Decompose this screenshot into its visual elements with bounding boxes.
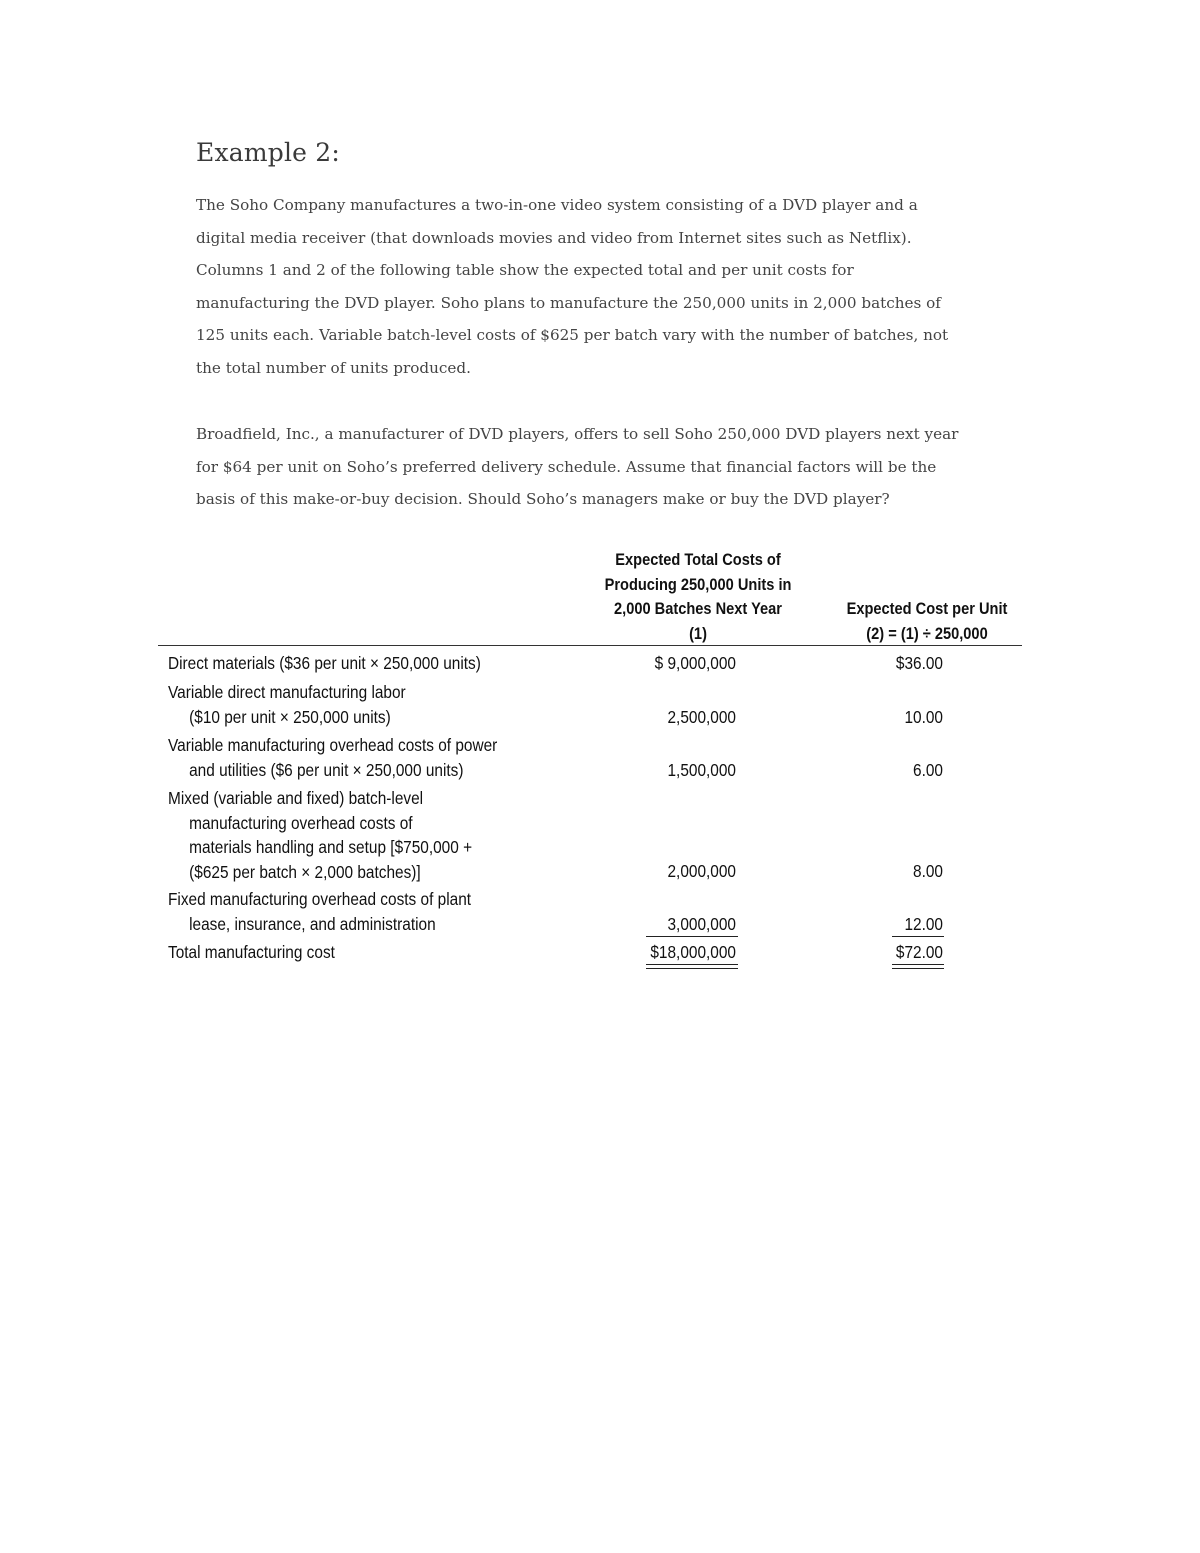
row-total-fixed-overhead: 3,000,000 [667, 914, 736, 934]
problem-paragraph-1 [196, 189, 1026, 384]
paragraph-line: the total number of units produced. [196, 358, 471, 377]
row-label-line: Variable direct manufacturing labor [168, 682, 406, 702]
paragraph-line: Columns 1 and 2 of the following table show the expected total and per unit costs for [196, 261, 854, 279]
subtotal-rule-per-unit [892, 936, 944, 937]
column-header-line: Expected Total Costs of [615, 550, 781, 569]
row-label-line: Direct materials ($36 per unit × 250,000 units) [168, 653, 481, 673]
example-heading: Example 2: [196, 138, 341, 167]
row-total-direct-labor: 2,500,000 [667, 707, 736, 727]
row-total-direct-materials: $ 9,000,000 [654, 653, 736, 673]
column-header-line: Expected Cost per Unit [846, 599, 1008, 618]
row-label-variable-overhead [168, 733, 497, 782]
row-total-variable-overhead: 1,500,000 [667, 760, 736, 780]
paragraph-line: basis of this make-or-buy decision. Should Soho’s managers make or buy the DVD player? [196, 490, 890, 508]
row-per-unit-batch-overhead: 8.00 [913, 861, 943, 881]
row-label-line: ($625 per batch × 2,000 batches)] [189, 861, 421, 882]
row-total-batch-overhead: 2,000,000 [667, 861, 736, 881]
column-header-total-costs [560, 548, 835, 646]
paragraph-line: 125 units each. Variable batch-level costs of $625 per batch vary with the number of batches, not [196, 326, 949, 344]
paragraph-line: The Soho Company manufactures a two-in-one video system consisting of a DVD player and a [196, 196, 918, 214]
row-per-unit-direct-materials: $36.00 [895, 653, 943, 673]
row-label-line: manufacturing overhead costs of [189, 812, 413, 833]
row-label-line: and utilities ($6 per unit × 250,000 units) [189, 759, 464, 780]
problem-paragraph-2 [196, 418, 1026, 516]
total-double-rule-per-unit [892, 964, 944, 969]
paragraph-line: digital media receiver (that downloads movies and video from Internet sites such as Netflix). [196, 228, 912, 247]
subtotal-rule-total [646, 936, 738, 937]
row-per-unit-fixed-overhead: 12.00 [904, 914, 943, 934]
row-label-line: materials handling and setup [$750,000 + [189, 837, 473, 858]
row-per-unit-variable-overhead: 6.00 [913, 760, 943, 780]
row-label-total-cost [168, 940, 335, 965]
column-header-line: (1) [689, 623, 707, 643]
row-label-line: Variable manufacturing overhead costs of power [168, 735, 498, 755]
row-label-direct-labor [168, 680, 406, 729]
column-header-line: 2,000 Batches Next Year [614, 599, 782, 618]
header-rule [158, 645, 1022, 646]
paragraph-line: Broadfield, Inc., a manufacturer of DVD players, offers to sell Soho 250,000 DVD players next year [196, 425, 959, 443]
row-label-line: Total manufacturing cost [168, 942, 335, 962]
column-header-line: (2) = (1) ÷ 250,000 [866, 623, 988, 643]
column-header-cost-per-unit [811, 597, 1043, 646]
paragraph-line: manufacturing the DVD player. Soho plans to manufacture the 250,000 units in 2,000 batches of [196, 293, 941, 312]
row-label-fixed-overhead [168, 887, 471, 936]
row-per-unit-total-cost: $72.00 [895, 942, 943, 962]
total-double-rule-total [646, 964, 738, 969]
row-per-unit-direct-labor: 10.00 [904, 707, 943, 727]
row-label-batch-overhead [168, 786, 472, 884]
column-header-line: Producing 250,000 Units in [604, 574, 792, 594]
row-label-line: Mixed (variable and fixed) batch-level [168, 788, 424, 808]
row-label-line: lease, insurance, and administration [189, 913, 436, 934]
paragraph-line: for $64 per unit on Soho’s preferred delivery schedule. Assume that financial factors will be the [196, 457, 937, 476]
row-label-line: Fixed manufacturing overhead costs of plant [168, 889, 472, 909]
row-label-line: ($10 per unit × 250,000 units) [189, 706, 391, 727]
row-label-direct-materials [168, 651, 481, 676]
row-total-total-cost: $18,000,000 [650, 942, 736, 962]
